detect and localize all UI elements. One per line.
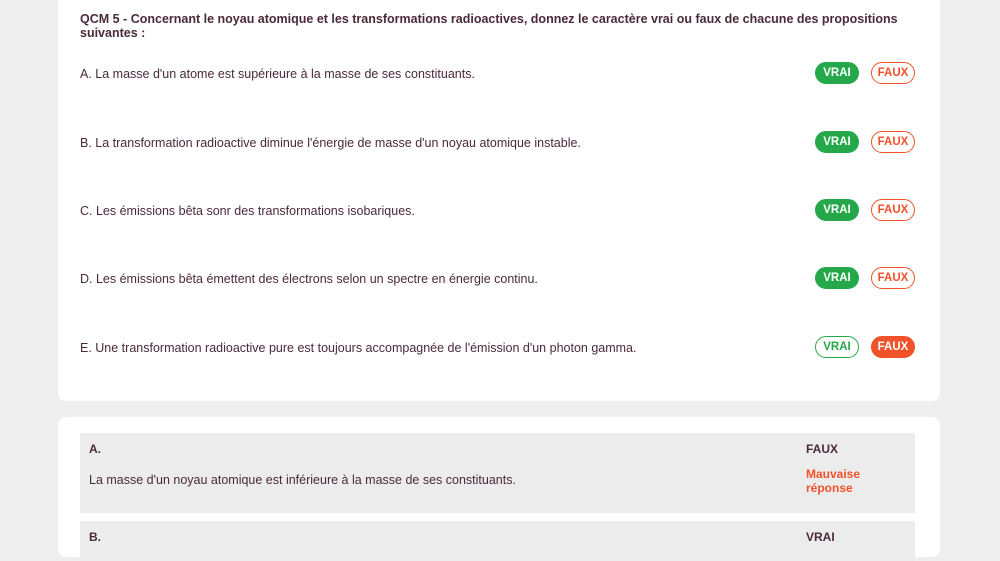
proposition-e [80,336,920,362]
correction-answer: VRAI [806,530,835,544]
faux-button-b[interactable]: FAUX [871,131,915,153]
vrai-button-e[interactable]: VRAI [815,336,859,358]
vrai-button-c[interactable]: VRAI [815,199,859,221]
proposition-text: E. Une transformation radioactive pure est toujours accompagnée de l'émission d'un photon gamma. [80,341,637,355]
vrai-button-a[interactable]: VRAI [815,62,859,84]
faux-button-d[interactable]: FAUX [871,267,915,289]
correction-row-b [80,521,915,561]
faux-button-e[interactable]: FAUX [871,336,915,358]
correction-answer: FAUX [806,442,839,456]
proposition-text: B. La transformation radioactive diminue l'énergie de masse d'un noyau atomique instable. [80,136,581,150]
proposition-c [80,199,920,225]
proposition-a [80,62,920,88]
correction-explanation: La masse d'un noyau atomique est inférieure à la masse de ses constituants. [89,473,516,487]
correction-card [58,417,940,557]
correction-row-a [80,433,915,513]
proposition-d [80,267,920,293]
question-card [58,0,940,401]
proposition-b [80,131,920,157]
proposition-text: D. Les émissions bêta émettent des électrons selon un spectre en énergie continu. [80,272,538,286]
vrai-button-d[interactable]: VRAI [815,267,859,289]
correction-letter: A. [89,442,101,456]
proposition-text: A. La masse d'un atome est supérieure à la masse de ses constituants. [80,67,475,81]
vrai-button-b[interactable]: VRAI [815,131,859,153]
question-title: QCM 5 - Concernant le noyau atomique et les transformations radioactives, donnez le caractère vrai ou faux de chacune des propositions suivantes : [80,12,898,40]
correction-letter: B. [89,530,101,544]
faux-button-c[interactable]: FAUX [871,199,915,221]
correction-verdict: Mauvaise réponse [806,467,861,495]
proposition-text: C. Les émissions bêta sonr des transformations isobariques. [80,204,415,218]
faux-button-a[interactable]: FAUX [871,62,915,84]
